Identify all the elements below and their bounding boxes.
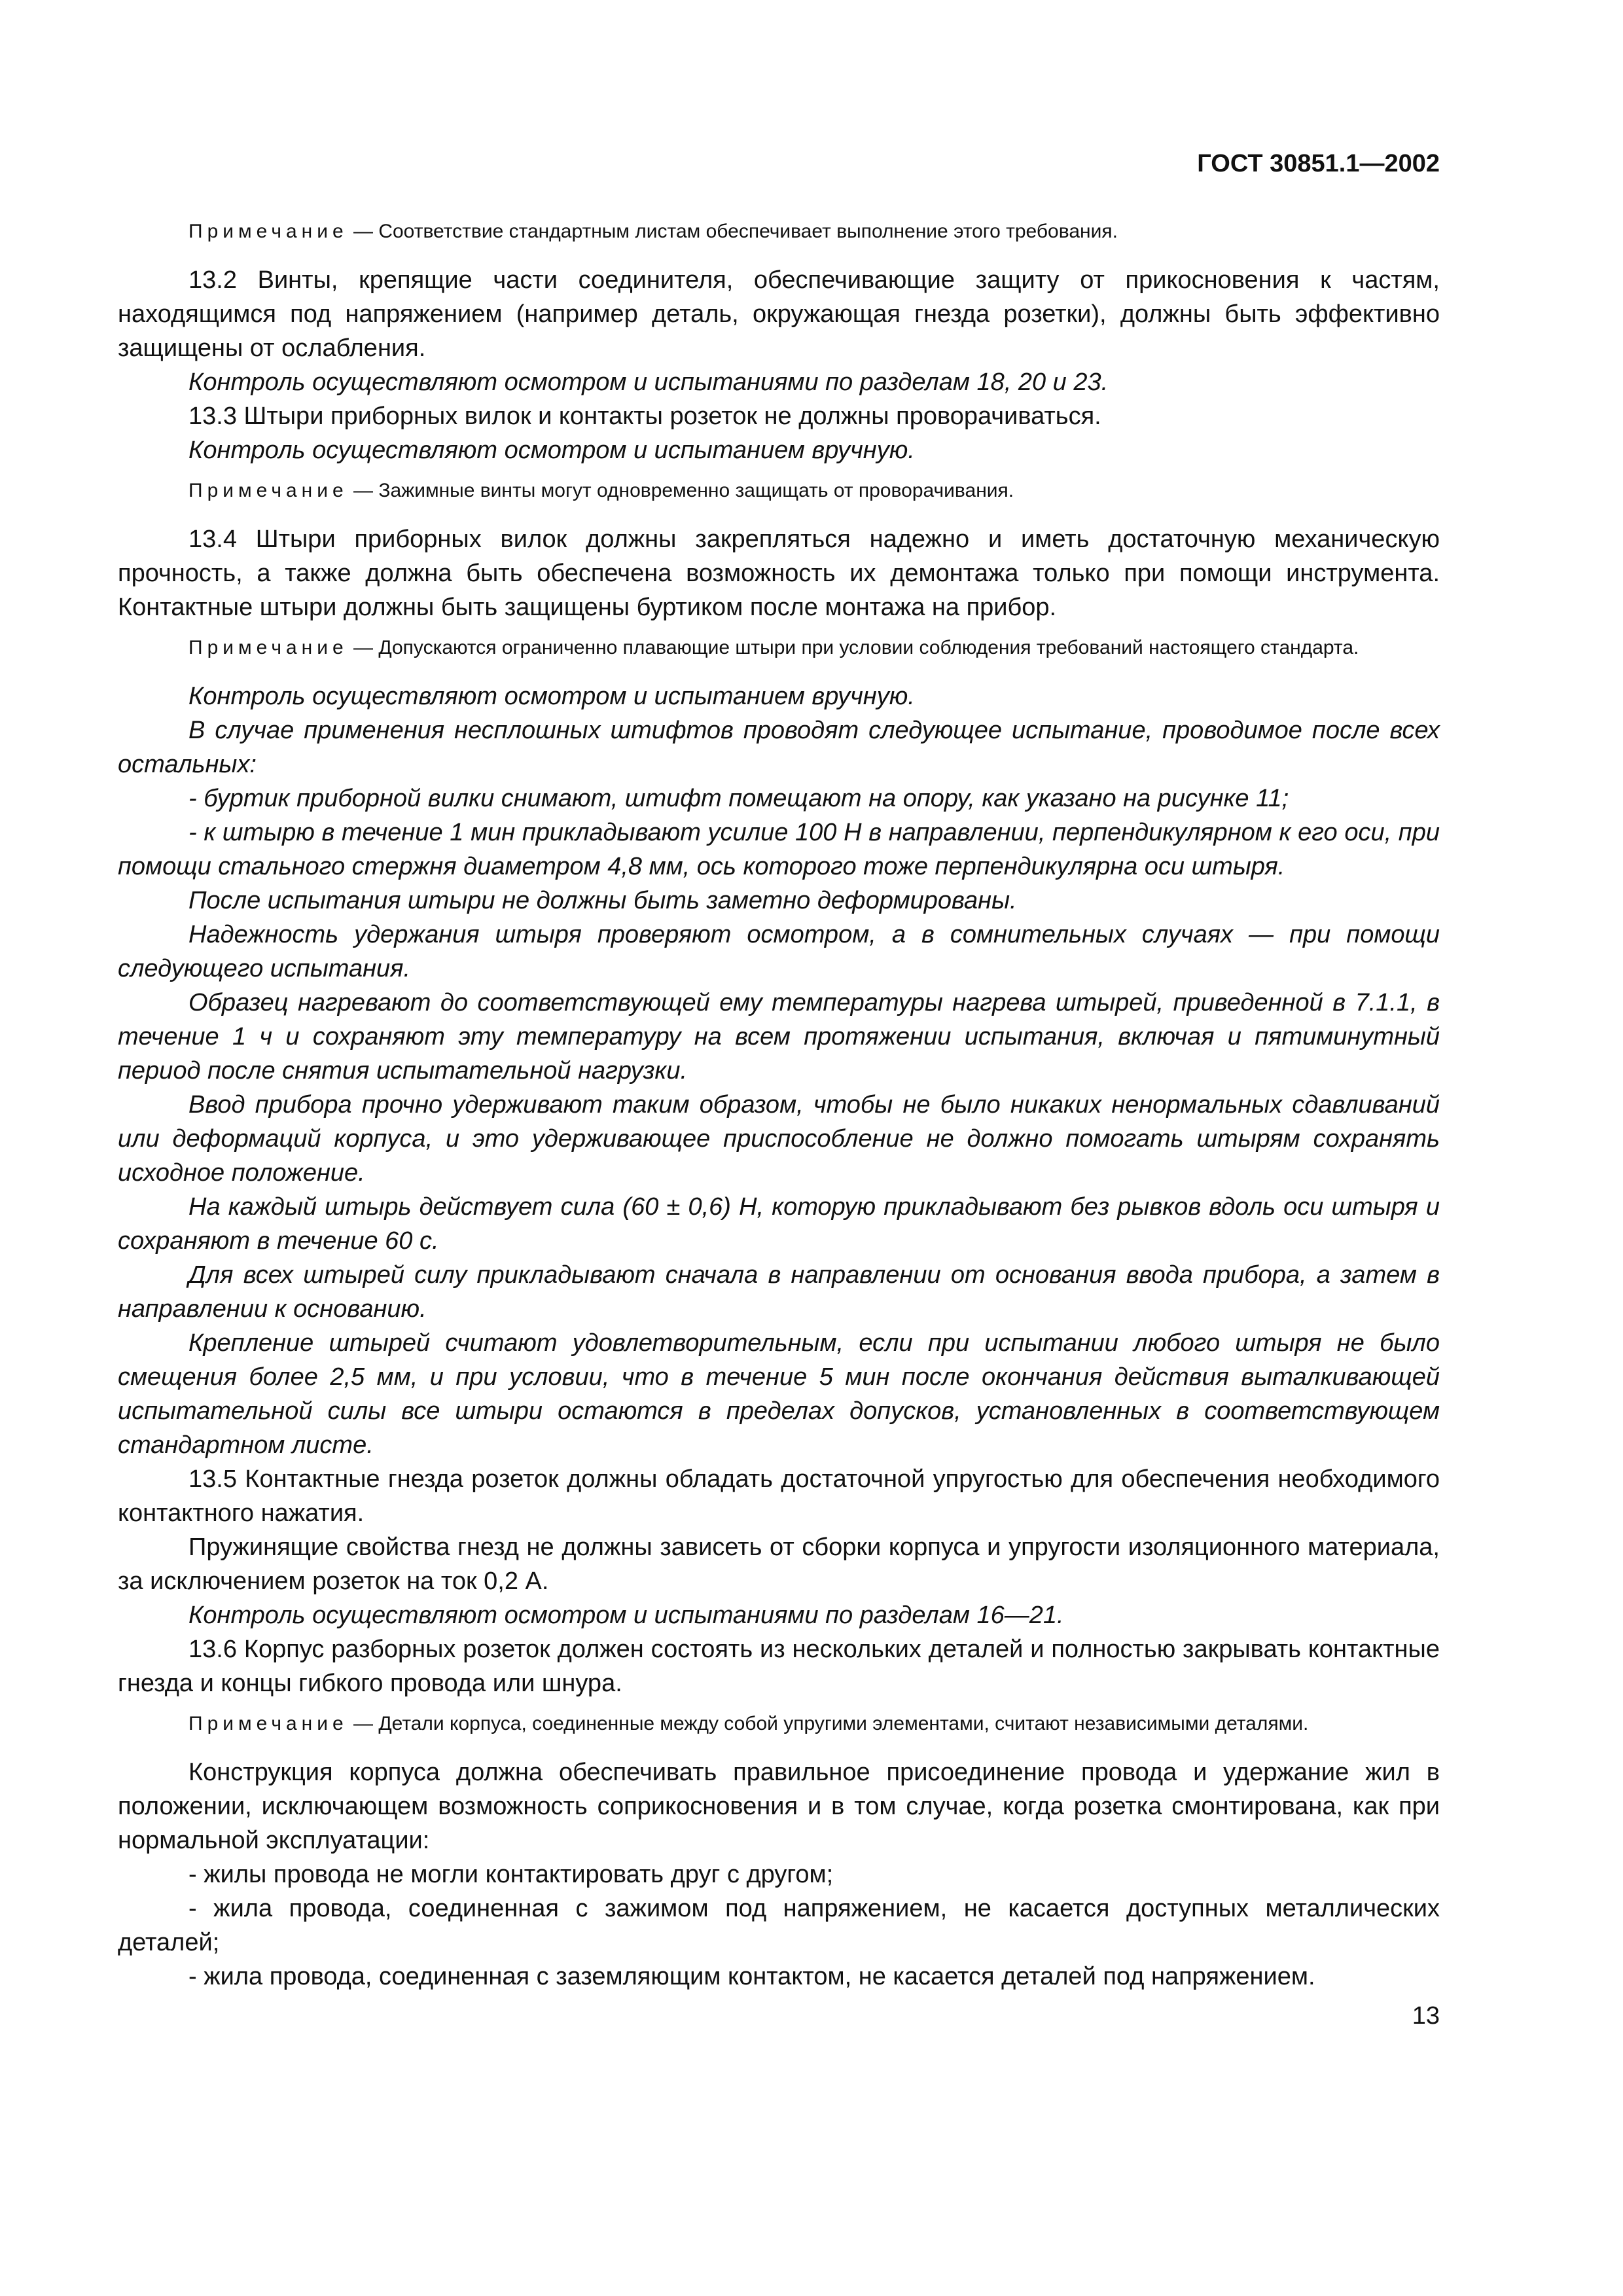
note-text: — Допускаются ограниченно плавающие штыри при условии соблюдения требований настоящего стандарта. [353, 637, 1359, 658]
italic-paragraph: Контроль осуществляют осмотром и испытаниями по разделам 16—21. [188, 1602, 1064, 1629]
note-label: Примечание [188, 637, 348, 658]
italic-paragraph: На каждый штырь действует сила (60 ± 0,6) Н, которую прикладывают без рывков вдоль оси штыря и сохраняют в течение 60 с. [118, 1193, 1440, 1255]
italic-paragraph: Надежность удержания штыря проверяют осмотром, а в сомнительных случаях — при помощи следующего испытания. [118, 921, 1440, 982]
italic-paragraph: В случае применения несплошных штифтов проводят следующее испытание, проводимое после всех остальных: [118, 717, 1440, 778]
italic-paragraph: Образец нагревают до соответствующей ему температуры нагрева штырей, приведенной в 7.1.1, в течение 1 ч и сохраняют эту температуру на всем протяжении испытания, включая и пятиминутный период после снятия испытательной нагрузки. [118, 989, 1440, 1085]
italic-paragraph: Крепление штырей считают удовлетворительным, если при испытании любого штыря не было смещения более 2,5 мм, и при условии, что в течение 5 мин после окончания действия выталкивающей испытательной силы все штыри остаются в пределах допусков, установленных в соответствующем стандартном листе. [118, 1329, 1440, 1459]
italic-paragraph: Контроль осуществляют осмотром и испытанием вручную. [188, 683, 915, 710]
document-header: ГОСТ 30851.1—2002 [1197, 150, 1440, 177]
document-body [118, 217, 1440, 1994]
page-number: 13 [1412, 2002, 1440, 2030]
paragraph: 13.5 Контактные гнезда розеток должны обладать достаточной упругостью для обеспечения необходимого контактного нажатия. [118, 1465, 1440, 1527]
paragraph: 13.3 Штыри приборных вилок и контакты розеток не должны проворачиваться. [188, 403, 1101, 430]
paragraph: 13.6 Корпус разборных розеток должен состоять из нескольких деталей и полностью закрывать контактные гнезда и концы гибкого провода или шнура. [118, 1636, 1440, 1697]
italic-paragraph: - буртик приборной вилки снимают, штифт помещают на опору, как указано на рисунке 11; [188, 785, 1289, 812]
italic-paragraph: Ввод прибора прочно удерживают таким образом, чтобы не было никаких ненормальных сдавливаний или деформаций корпуса, и это удерживающее приспособление не должно помогать штырям сохранять исходное положение. [118, 1091, 1440, 1187]
paragraph: Конструкция корпуса должна обеспечивать правильное присоединение провода и удержание жил в положении, исключающем возможность соприкосновения и в том случае, когда розетка смонтирована, как при нормальной эксплуатации: [118, 1759, 1440, 1854]
paragraph: 13.4 Штыри приборных вилок должны закрепляться надежно и иметь достаточную механическую прочность, а также должна быть обеспечена возможность их демонтажа только при помощи инструмента. Контактные штыри должны быть защищены буртиком после монтажа на прибор. [118, 526, 1440, 621]
note [118, 634, 1440, 662]
paragraph: - жилы провода не могли контактировать друг с другом; [188, 1861, 834, 1888]
note [118, 217, 1440, 246]
italic-paragraph: - к штырю в течение 1 мин прикладывают усилие 100 Н в направлении, перпендикулярном к его оси, при помощи стального стержня диаметром 4,8 мм, ось которого тоже перпендикулярна оси штыря. [118, 819, 1440, 880]
italic-paragraph: Контроль осуществляют осмотром и испытанием вручную. [188, 437, 915, 464]
paragraph: Пружинящие свойства гнезд не должны зависеть от сборки корпуса и упругости изоляционного материала, за исключением розеток на ток 0,2 А. [118, 1534, 1440, 1595]
document-page [118, 98, 1440, 2032]
paragraph: - жила провода, соединенная с зажимом под напряжением, не касается доступных металлических деталей; [118, 1895, 1440, 1956]
italic-paragraph: После испытания штыри не должны быть заметно деформированы. [188, 887, 1017, 914]
note [118, 1710, 1440, 1738]
paragraph: - жила провода, соединенная с заземляющим контактом, не касается деталей под напряжением. [188, 1963, 1315, 1990]
note-text: — Зажимные винты могут одновременно защищать от проворачивания. [353, 480, 1014, 501]
paragraph: 13.2 Винты, крепящие части соединителя, обеспечивающие защиту от прикосновения к частям, находящимся под напряжением (например деталь, окружающая гнезда розетки), должны быть эффективно защищены от ослабления. [118, 266, 1440, 362]
italic-paragraph: Контроль осуществляют осмотром и испытаниями по разделам 18, 20 и 23. [188, 368, 1109, 396]
note-label: Примечание [188, 1713, 348, 1734]
note-text: — Детали корпуса, соединенные между собой упругими элементами, считают независимыми деталями. [353, 1713, 1309, 1734]
note-text: — Соответствие стандартным листам обеспечивает выполнение этого требования. [353, 221, 1118, 242]
note [118, 476, 1440, 505]
italic-paragraph: Для всех штырей силу прикладывают сначала в направлении от основания ввода прибора, а затем в направлении к основанию. [118, 1261, 1440, 1323]
note-label: Примечание [188, 221, 348, 242]
note-label: Примечание [188, 480, 348, 501]
